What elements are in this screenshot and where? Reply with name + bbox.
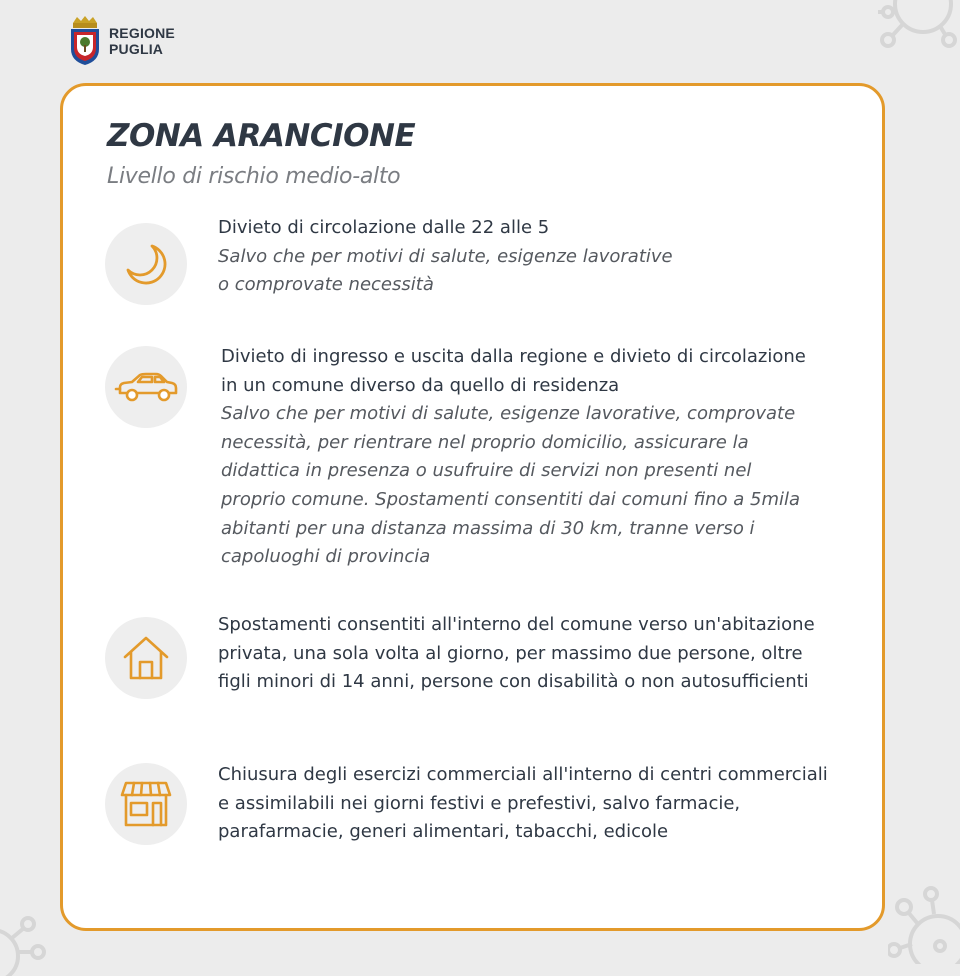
virus-decoration-top-right-icon xyxy=(878,0,960,54)
rule-region-travel-note: Salvo che per motivi di salute, esigenze lavorative, comprovate necessità, per rientrare nel proprio domicilio, assicurare la didattica in presenza o usufruire di servizi non presenti nel proprio comune. Spostamenti consentiti dai comuni fino a 5mila abitanti per una distanza massima di 30 km, tranne verso i capoluoghi di provincia xyxy=(221,403,801,568)
regione-puglia-emblem-icon xyxy=(69,15,101,67)
brand-name-line-2: PUGLIA xyxy=(109,41,164,57)
zone-card xyxy=(60,83,885,931)
virus-decoration-bottom-left-icon xyxy=(0,906,52,976)
car-icon xyxy=(105,346,187,428)
shop-icon xyxy=(105,763,187,845)
brand-logo xyxy=(69,15,175,67)
rule-curfew-main: Divieto di circolazione dalle 22 alle 5 xyxy=(218,217,550,238)
rule-region-travel-main: Divieto di ingresso e uscita dalla regione e divieto di circolazione in un comune diverso da quello di residenza xyxy=(221,346,806,396)
virus-decoration-bottom-right-icon xyxy=(888,884,960,964)
rule-private-visits-main: Spostamenti consentiti all'interno del comune verso un'abitazione privata, una sola volta al giorno, per massimo due persone, oltre figli minori di 14 anni, persone con disabilità o non autosufficienti xyxy=(218,614,815,693)
rule-shop-closures-main: Chiusura degli esercizi commerciali all'interno di centri commerciali e assimilabili nei giorni festivi e prefestivi, salvo farmacie, parafarmacie, generi alimentari, tabacchi, edicole xyxy=(218,764,828,843)
zone-title: ZONA ARANCIONE xyxy=(107,118,416,154)
brand-name xyxy=(109,25,175,57)
house-icon xyxy=(105,617,187,699)
rule-shop-closures xyxy=(218,761,838,847)
rule-curfew xyxy=(218,214,688,300)
rule-curfew-note: Salvo che per motivi di salute, esigenze lavorative o comprovate necessità xyxy=(218,245,673,296)
moon-icon xyxy=(105,223,187,305)
zone-subtitle: Livello di rischio medio-alto xyxy=(107,164,401,189)
rule-private-visits xyxy=(218,611,838,697)
brand-name-line-1: REGIONE xyxy=(109,25,175,41)
rule-region-travel xyxy=(221,343,821,572)
